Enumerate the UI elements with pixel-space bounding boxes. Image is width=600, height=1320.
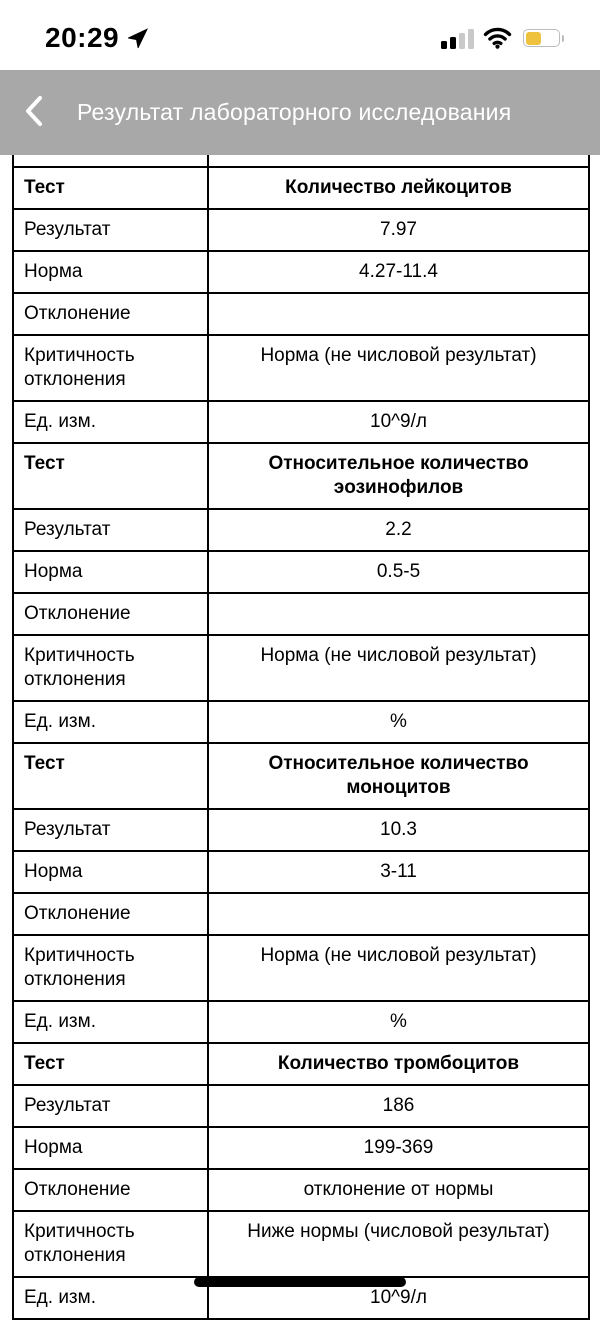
- row-value: Ниже нормы (числовой результат): [208, 1211, 589, 1277]
- table-row: [13, 701, 589, 743]
- row-label: Тест: [13, 1043, 208, 1085]
- row-value: Норма (не числовой результат): [208, 935, 589, 1001]
- row-label: Критичность отклонения: [13, 935, 208, 1001]
- status-right: [441, 27, 560, 49]
- table-row: [13, 401, 589, 443]
- row-label: Отклонение: [13, 1169, 208, 1211]
- battery-fill: [526, 32, 542, 45]
- home-indicator[interactable]: [194, 1277, 406, 1287]
- row-label: Тест: [13, 743, 208, 809]
- row-label: Тест: [13, 167, 208, 209]
- row-label: Ед. изм.: [13, 1277, 208, 1319]
- row-value: Относительное количество моноцитов: [208, 743, 589, 809]
- table-row: [13, 935, 589, 1001]
- row-value: 0.5-5: [208, 551, 589, 593]
- row-value: Относительное количество эозинофилов: [208, 443, 589, 509]
- table-row: [13, 593, 589, 635]
- row-value: [208, 293, 589, 335]
- row-value: Норма (не числовой результат): [208, 635, 589, 701]
- row-label: Результат: [13, 509, 208, 551]
- row-label: Критичность отклонения: [13, 635, 208, 701]
- nav-bar: [0, 70, 600, 155]
- row-label: Ед. изм.: [13, 401, 208, 443]
- row-label: [13, 155, 208, 167]
- row-label: Результат: [13, 209, 208, 251]
- status-time: 20:29: [45, 22, 120, 53]
- row-value: 186: [208, 1085, 589, 1127]
- row-value: отклонение от нормы: [208, 1169, 589, 1211]
- row-value: 10^9/л: [208, 401, 589, 443]
- row-value: Норма (не числовой результат): [208, 335, 589, 401]
- table-row: [13, 551, 589, 593]
- table-row-clipped: [13, 155, 589, 167]
- row-label: Отклонение: [13, 293, 208, 335]
- row-label: Норма: [13, 1127, 208, 1169]
- status-left: [45, 22, 150, 54]
- row-value: 7.97: [208, 209, 589, 251]
- row-value: 2.2: [208, 509, 589, 551]
- status-bar: [0, 0, 600, 70]
- row-value: %: [208, 701, 589, 743]
- results-table-body: [13, 155, 589, 1319]
- row-label: Норма: [13, 851, 208, 893]
- row-value: Количество тромбоцитов: [208, 1043, 589, 1085]
- table-row: [13, 893, 589, 935]
- row-label: Ед. изм.: [13, 1001, 208, 1043]
- table-row: [13, 209, 589, 251]
- wifi-icon: [483, 27, 512, 49]
- table-row: [13, 167, 589, 209]
- row-value: [208, 155, 589, 167]
- table-row: [13, 443, 589, 509]
- row-value: %: [208, 1001, 589, 1043]
- row-label: Отклонение: [13, 893, 208, 935]
- page-title: Результат лабораторного исследования: [77, 99, 512, 125]
- row-value: 3-11: [208, 851, 589, 893]
- table-row: [13, 851, 589, 893]
- row-value: 10^9/л: [208, 1277, 589, 1319]
- cellular-signal-icon: [441, 27, 474, 49]
- table-row: [13, 1085, 589, 1127]
- table-row: [13, 335, 589, 401]
- table-row: [13, 509, 589, 551]
- table-row: [13, 1001, 589, 1043]
- row-value: 199-369: [208, 1127, 589, 1169]
- table-row: [13, 293, 589, 335]
- row-value: 4.27-11.4: [208, 251, 589, 293]
- table-row: [13, 635, 589, 701]
- row-label: Отклонение: [13, 593, 208, 635]
- row-label: Норма: [13, 251, 208, 293]
- row-value: [208, 893, 589, 935]
- table-row: [13, 1043, 589, 1085]
- row-label: Тест: [13, 443, 208, 509]
- results-table: [12, 155, 590, 1320]
- table-row: [13, 1211, 589, 1277]
- row-label: Результат: [13, 1085, 208, 1127]
- row-value: [208, 593, 589, 635]
- battery-icon: [523, 29, 560, 47]
- table-row: [13, 743, 589, 809]
- row-value: 10.3: [208, 809, 589, 851]
- table-row: [13, 1169, 589, 1211]
- chevron-left-icon: [25, 95, 43, 130]
- row-label: Норма: [13, 551, 208, 593]
- location-arrow-icon: [126, 26, 150, 50]
- back-button[interactable]: [25, 93, 55, 133]
- row-label: Критичность отклонения: [13, 335, 208, 401]
- row-value: Количество лейкоцитов: [208, 167, 589, 209]
- row-label: Критичность отклонения: [13, 1211, 208, 1277]
- table-row: [13, 251, 589, 293]
- row-label: Результат: [13, 809, 208, 851]
- table-row: [13, 809, 589, 851]
- row-label: Ед. изм.: [13, 701, 208, 743]
- table-row: [13, 1127, 589, 1169]
